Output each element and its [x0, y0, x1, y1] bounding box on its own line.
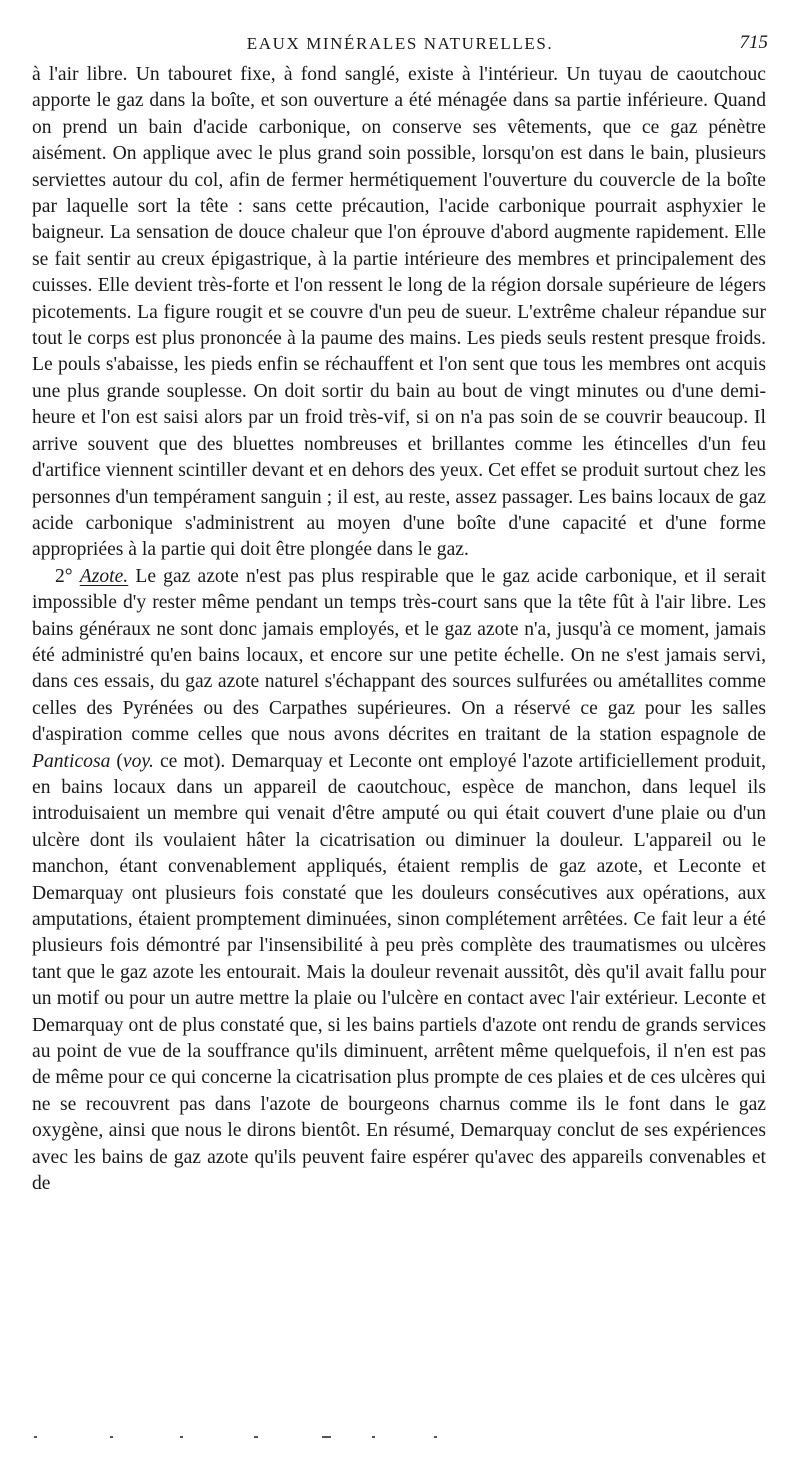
scan-mark [372, 1436, 375, 1438]
paragraph-azote-text-after: ce mot). Demarquay et Leconte ont employé l'azote artificiellement produit, en bains locaux dans un appareil de caoutchouc, espèce de manchon, dans lequel ils introduisaient un membre qui venait d'être amputé ou qui était couvert d'une plaie ou d'un ulcère dont ils voulaient hâter la cicatrisation ou diminuer la douleur. L'appareil ou le manchon, étant convenablement appliqués, étaient remplis de gaz azote, et Leconte et Demarquay ont plusieurs fois constaté que les douleurs consécutives aux opérations, aux amputations, étaient promptement diminuées, sinon complétement arrêtées. Ce fait leur a été plusieurs fois démontré par l'insensibilité à peu près complète des traumatismes ou ulcères tant que le gaz azote les entourait. Mais la douleur revenait aussitôt, dès qu'il avait fallu pour un motif ou pour un autre mettre la plaie ou l'ulcère en contact avec l'air extérieur. Leconte et Demarquay ont de plus constaté que, si les bains partiels d'azote ont rendu de grands services au point de vue de la souffrance qu'ils diminuent, arrêtent même quelquefois, il n'en est pas de même pour ce qui concerne la cicatrisation plus prompte de ces plaies et de ces ulcères qui ne se recouvrent pas dans l'azote de bourgeons charnus comme ils le font dans le gaz oxygène, ainsi que nous le dirons bientôt. En résumé, Demarquay conclut de ses expériences avec les bains de gaz azote qu'ils peuvent faire espérer qu'avec des appareils convenables et de [32, 750, 766, 1195]
reference-open-paren: ( [116, 750, 123, 772]
paragraph-azote-text-before: Le gaz azote n'est pas plus respirable que le gaz acide carbonique, et il serait impossible d'y rester même pendant un temps très-court sans que la tête fût à l'air libre. Les bains généraux ne sont donc jamais employés, et le gaz azote n'a, jusqu'à ce moment, jamais été administré qu'en bains locaux, et encore sur une petite échelle. On ne s'est jamais servi, dans ces essais, du gaz azote naturel s'échappant des sources sulfurées ou amétallites comme celles des Pyrénées ou des Carpathes supérieures. On a réservé ce gaz pour les salles d'aspiration comme celles que nous avons décrites en traitant de la station espagnole de [32, 565, 766, 746]
page-header [32, 32, 768, 58]
page-number: 715 [739, 32, 768, 53]
scan-mark [434, 1436, 437, 1438]
section-label-azote: Azote. [79, 565, 129, 587]
body-text [32, 62, 766, 1197]
paragraph-azote [32, 564, 766, 1198]
scan-mark [110, 1436, 113, 1438]
scan-artifact-marks [32, 1436, 432, 1444]
scan-mark [180, 1436, 183, 1438]
scan-mark [254, 1436, 258, 1438]
section-number: 2° [55, 565, 73, 587]
place-name-panticosa: Panticosa [32, 750, 111, 772]
paragraph-carbonic-acid-bath: à l'air libre. Un tabouret fixe, à fond sanglé, existe à l'intérieur. Un tuyau de caoutchouc apporte le gaz dans la boîte, et son ouverture a été ménagée dans sa partie inférieure. Quand on prend un bain d'acide carbonique, on conserve ses vêtements, que ce gaz pénètre aisément. On applique avec le plus grand soin possible, lorsqu'on est dans le bain, plusieurs serviettes autour du col, afin de fermer hermétiquement l'ouverture du couvercle de la boîte par laquelle sort la tête : sans cette précaution, l'acide carbonique pourrait asphyxier le baigneur. La sensation de douce chaleur que l'on éprouve d'abord augmente rapidement. Elle se fait sentir au creux épigastrique, à la partie intérieure des membres et principalement des cuisses. Elle devient très-forte et l'on ressent le long de la région dorsale supérieure de légers picotements. La figure rougit et se couvre d'un peu de sueur. L'extrême chaleur répandue sur tout le corps est plus prononcée à la paume des mains. Les pieds seuls restent presque froids. Le pouls s'abaisse, les pieds enfin se réchauffent et l'on sent que tous les membres ont acquis une plus grande souplesse. On doit sortir du bain au bout de vingt minutes ou d'une demi-heure et l'on est saisi alors par un froid très-vif, si on n'a pas soin de se couvrir beaucoup. Il arrive souvent que des bluettes nombreuses et brillantes comme les étincelles d'un feu d'artifice viennent scintiller devant et en dehors des yeux. Cet effet se produit surtout chez les personnes d'un tempérament sanguin ; il est, au reste, assez passager. Les bains locaux de gaz acide carbonique s'administrent au moyen d'une boîte d'une capacité et d'une forme appropriées à la partie qui doit être plongée dans le gaz. [32, 64, 766, 561]
reference-voy: voy. [122, 750, 154, 772]
running-title: EAUX MINÉRALES NATURELLES. [246, 34, 554, 53]
scan-mark [322, 1436, 331, 1438]
scan-mark [34, 1436, 37, 1438]
